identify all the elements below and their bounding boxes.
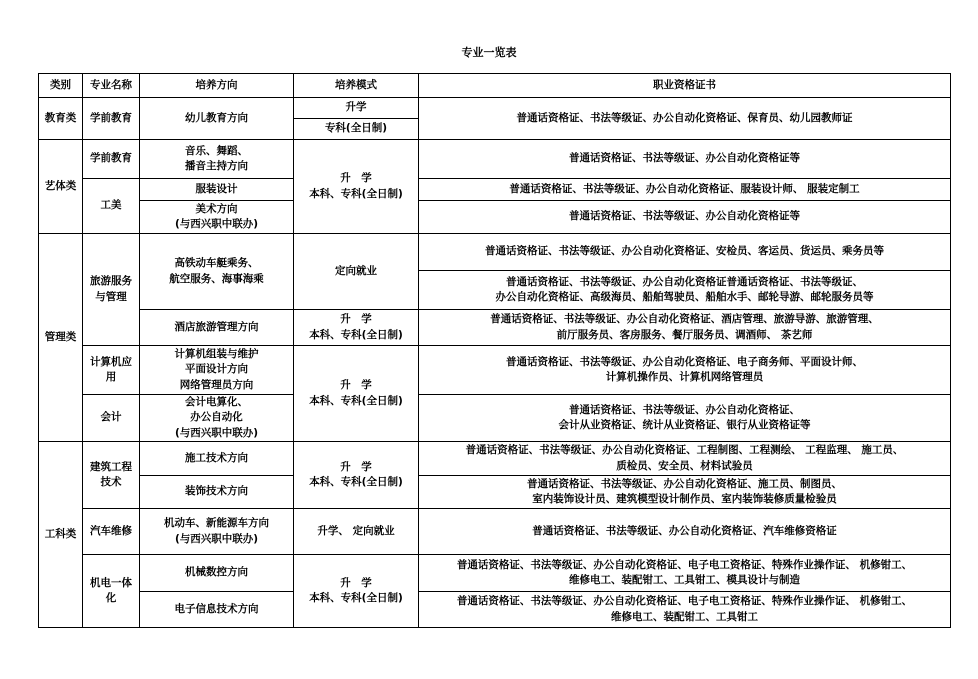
certificate-cell: 普通话资格证、书法等级证、办公自动化资格证、电子电工资格证、特殊作业操作证、 机修钳工、 维修电工、装配钳工、工具钳工、模具设计与制造 bbox=[419, 555, 951, 592]
direction-cell: 服装设计 bbox=[140, 179, 294, 201]
certificate-cell: 普通话资格证、书法等级证、办公自动化资格证、汽车维修资格证 bbox=[419, 509, 951, 555]
header-mode: 培养模式 bbox=[294, 74, 419, 98]
direction-cell: 美术方向 (与西兴职中联办) bbox=[140, 201, 294, 234]
table-row bbox=[39, 98, 951, 119]
major-cell: 旅游服务 与管理 bbox=[83, 234, 140, 346]
table-row bbox=[39, 509, 951, 555]
major-cell: 学前教育 bbox=[83, 140, 140, 179]
header-certificate: 职业资格证书 bbox=[419, 74, 951, 98]
category-cell: 艺体类 bbox=[39, 140, 83, 234]
mode-cell: 升学 bbox=[294, 98, 419, 119]
table-row bbox=[39, 442, 951, 476]
certificate-cell: 普通话资格证、书法等级证、办公自动化资格证、安检员、客运员、货运员、乘务员等 bbox=[419, 234, 951, 271]
major-cell: 学前教育 bbox=[83, 98, 140, 140]
certificate-cell: 普通话资格证、书法等级证、办公自动化资格证等 bbox=[419, 140, 951, 179]
major-cell: 汽车维修 bbox=[83, 509, 140, 555]
major-cell: 机电一体 化 bbox=[83, 555, 140, 628]
mode-cell: 定向就业 bbox=[294, 234, 419, 310]
header-direction: 培养方向 bbox=[140, 74, 294, 98]
header-row bbox=[39, 74, 951, 98]
mode-cell: 升 学 本科、专科(全日制) bbox=[294, 555, 419, 628]
direction-cell: 装饰技术方向 bbox=[140, 476, 294, 509]
table-row bbox=[39, 179, 951, 201]
direction-cell: 高铁动车艇乘务、 航空服务、海事海乘 bbox=[140, 234, 294, 310]
table-row bbox=[39, 395, 951, 442]
category-cell: 工科类 bbox=[39, 442, 83, 628]
certificate-cell: 普通话资格证、书法等级证、办公自动化资格证、 会计从业资格证、统计从业资格证、银行从业资格证等 bbox=[419, 395, 951, 442]
certificate-cell: 普通话资格证、书法等级证、办公自动化资格证、电子电工资格证、特殊作业操作证、 机修钳工、 维修电工、装配钳工、工具钳工 bbox=[419, 592, 951, 628]
direction-cell: 施工技术方向 bbox=[140, 442, 294, 476]
mode-cell: 升 学 本科、专科(全日制) bbox=[294, 310, 419, 346]
certificate-cell: 普通话资格证、书法等级证、办公自动化资格证、服装设计师、 服装定制工 bbox=[419, 179, 951, 201]
category-cell: 管理类 bbox=[39, 234, 83, 442]
certificate-cell: 普通话资格证、书法等级证、办公自动化资格证普通话资格证、书法等级证、 办公自动化资格证、高级海员、船舶驾驶员、船舶水手、邮轮导游、邮轮服务员等 bbox=[419, 271, 951, 310]
mode-cell: 专科(全日制) bbox=[294, 119, 419, 140]
direction-cell: 幼儿教育方向 bbox=[140, 98, 294, 140]
direction-cell: 机械数控方向 bbox=[140, 555, 294, 592]
major-cell: 工美 bbox=[83, 179, 140, 234]
certificate-cell: 普通话资格证、书法等级证、办公自动化资格证、施工员、制图员、 室内装饰设计员、建筑模型设计制作员、室内装饰装修质量检验员 bbox=[419, 476, 951, 509]
direction-cell: 机动车、新能源车方向 (与西兴职中联办) bbox=[140, 509, 294, 555]
direction-cell: 音乐、舞蹈、 播音主持方向 bbox=[140, 140, 294, 179]
mode-cell: 升 学 本科、专科(全日制) bbox=[294, 442, 419, 509]
direction-cell: 会计电算化、 办公自动化 (与西兴职中联办) bbox=[140, 395, 294, 442]
table-row bbox=[39, 555, 951, 592]
certificate-cell: 普通话资格证、书法等级证、办公自动化资格证、保育员、幼儿园教师证 bbox=[419, 98, 951, 140]
major-cell: 建筑工程 技术 bbox=[83, 442, 140, 509]
header-major: 专业名称 bbox=[83, 74, 140, 98]
table-row bbox=[39, 234, 951, 271]
certificate-cell: 普通话资格证、书法等级证、办公自动化资格证等 bbox=[419, 201, 951, 234]
certificate-cell: 普通话资格证、书法等级证、办公自动化资格证、酒店管理、旅游导游、旅游管理、 前厅服务员、客房服务、餐厅服务员、调酒师、 茶艺师 bbox=[419, 310, 951, 346]
certificate-cell: 普通话资格证、书法等级证、办公自动化资格证、工程制图、工程测绘、 工程监理、 施工员、 质检员、安全员、材料试验员 bbox=[419, 442, 951, 476]
direction-cell: 电子信息技术方向 bbox=[140, 592, 294, 628]
major-cell: 计算机应 用 bbox=[83, 346, 140, 395]
header-category: 类别 bbox=[39, 74, 83, 98]
table-row bbox=[39, 592, 951, 628]
mode-cell: 升 学 本科、专科(全日制) bbox=[294, 140, 419, 234]
certificate-cell: 普通话资格证、书法等级证、办公自动化资格证、电子商务师、平面设计师、 计算机操作员、计算机网络管理员 bbox=[419, 346, 951, 395]
table-row bbox=[39, 310, 951, 346]
direction-cell: 计算机组装与维护 平面设计方向 网络管理员方向 bbox=[140, 346, 294, 395]
table-row bbox=[39, 201, 951, 234]
table-row bbox=[39, 140, 951, 179]
major-list-table bbox=[38, 73, 951, 628]
mode-cell: 升 学 本科、专科(全日制) bbox=[294, 346, 419, 442]
page-title: 专业一览表 bbox=[461, 46, 517, 59]
major-cell: 会计 bbox=[83, 395, 140, 442]
direction-cell: 酒店旅游管理方向 bbox=[140, 310, 294, 346]
category-cell: 教育类 bbox=[39, 98, 83, 140]
mode-cell: 升学、 定向就业 bbox=[294, 509, 419, 555]
table-row bbox=[39, 346, 951, 395]
table-row bbox=[39, 476, 951, 509]
